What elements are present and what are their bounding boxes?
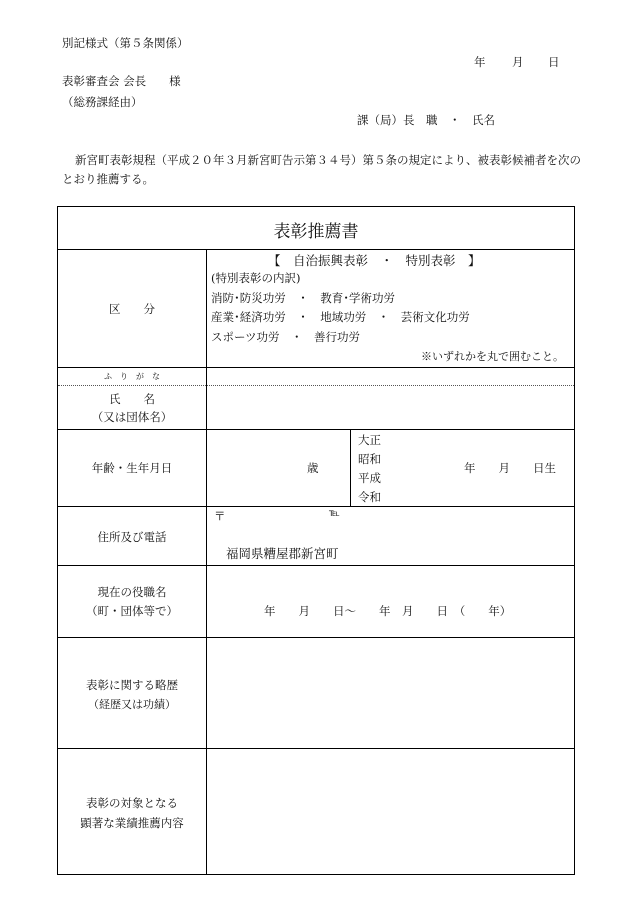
intro-line-2: とおり推薦する。 — [62, 172, 154, 186]
era-showa[interactable]: 昭和 — [358, 452, 381, 466]
achievement-field[interactable] — [208, 750, 568, 870]
era-reiwa[interactable]: 令和 — [358, 490, 381, 504]
recommendation-form — [57, 206, 575, 875]
age-suffix: 歳 — [307, 461, 319, 475]
position-sublabel: （町・団体等で） — [86, 604, 178, 618]
career-label: 表彰に関する略歴 — [86, 678, 178, 692]
postal-mark: 〒 — [214, 509, 226, 523]
rule — [58, 429, 574, 430]
sender-line: 課（局）長 職 ・ 氏名 — [357, 113, 495, 127]
special-award-heading: (特別表彰の内訳) — [211, 271, 301, 285]
achievement-label: 表彰の対象となる — [86, 796, 178, 810]
rule — [58, 637, 574, 638]
era-taisho[interactable]: 大正 — [358, 433, 381, 447]
tel-mark: ℡ — [329, 508, 340, 519]
via-note: （総務課経由） — [62, 95, 143, 109]
rule — [58, 748, 574, 749]
category-label: 区 分 — [109, 302, 155, 316]
rule — [58, 367, 574, 368]
era-divider — [350, 429, 351, 506]
rule — [58, 565, 574, 566]
name-field[interactable] — [208, 388, 568, 428]
furigana-field[interactable] — [208, 369, 568, 384]
achievement-sublabel: 顕著な業績推薦内容 — [80, 816, 184, 830]
dotted-rule — [58, 385, 574, 386]
date-day-label: 日 — [548, 55, 560, 69]
age-birth-label: 年齢・生年月日 — [91, 461, 173, 475]
address-label: 住所及び電話 — [97, 530, 167, 544]
name-sublabel: （又は団体名） — [91, 410, 173, 424]
position-period: 年 月 日～ 年 月 日 （ 年） — [264, 604, 512, 618]
date-month-label: 月 — [512, 55, 524, 69]
circle-instruction-note: ※いずれかを丸で囲むこと。 — [421, 350, 564, 363]
addressee: 表彰審査会 会長 様 — [62, 74, 181, 88]
category-main-options[interactable]: 【 自治振興表彰 ・ 特別表彰 】 — [268, 253, 481, 268]
rule — [58, 506, 574, 507]
date-year-label: 年 — [474, 55, 486, 69]
era-heisei[interactable]: 平成 — [358, 471, 381, 485]
special-award-options-3[interactable]: スポーツ功労 ・ 善行功労 — [211, 330, 361, 344]
column-divider — [206, 249, 207, 874]
address-prefix: 福岡県糟屋郡新宮町 — [226, 546, 339, 561]
birth-date-suffix: 年 月 日生 — [464, 461, 556, 475]
intro-line-1: 新宮町表彰規程（平成２０年３月新宮町告示第３４号）第５条の規定により、被表彰候補者を次の — [75, 153, 581, 167]
furigana-label: ふ り が な — [104, 372, 160, 381]
name-label: 氏 名 — [109, 392, 155, 406]
career-field[interactable] — [208, 639, 568, 746]
position-label: 現在の役職名 — [97, 585, 167, 599]
form-title: 表彰推薦書 — [273, 222, 359, 242]
form-label: 別記様式（第５条関係） — [62, 36, 189, 50]
career-sublabel: （経歴又は功績） — [88, 698, 176, 711]
special-award-options-2[interactable]: 産業･経済功労 ・ 地域功労 ・ 芸術文化功労 — [211, 310, 470, 324]
special-award-options-1[interactable]: 消防･防災功労 ・ 教育･学術功労 — [211, 291, 395, 305]
rule — [58, 249, 574, 250]
